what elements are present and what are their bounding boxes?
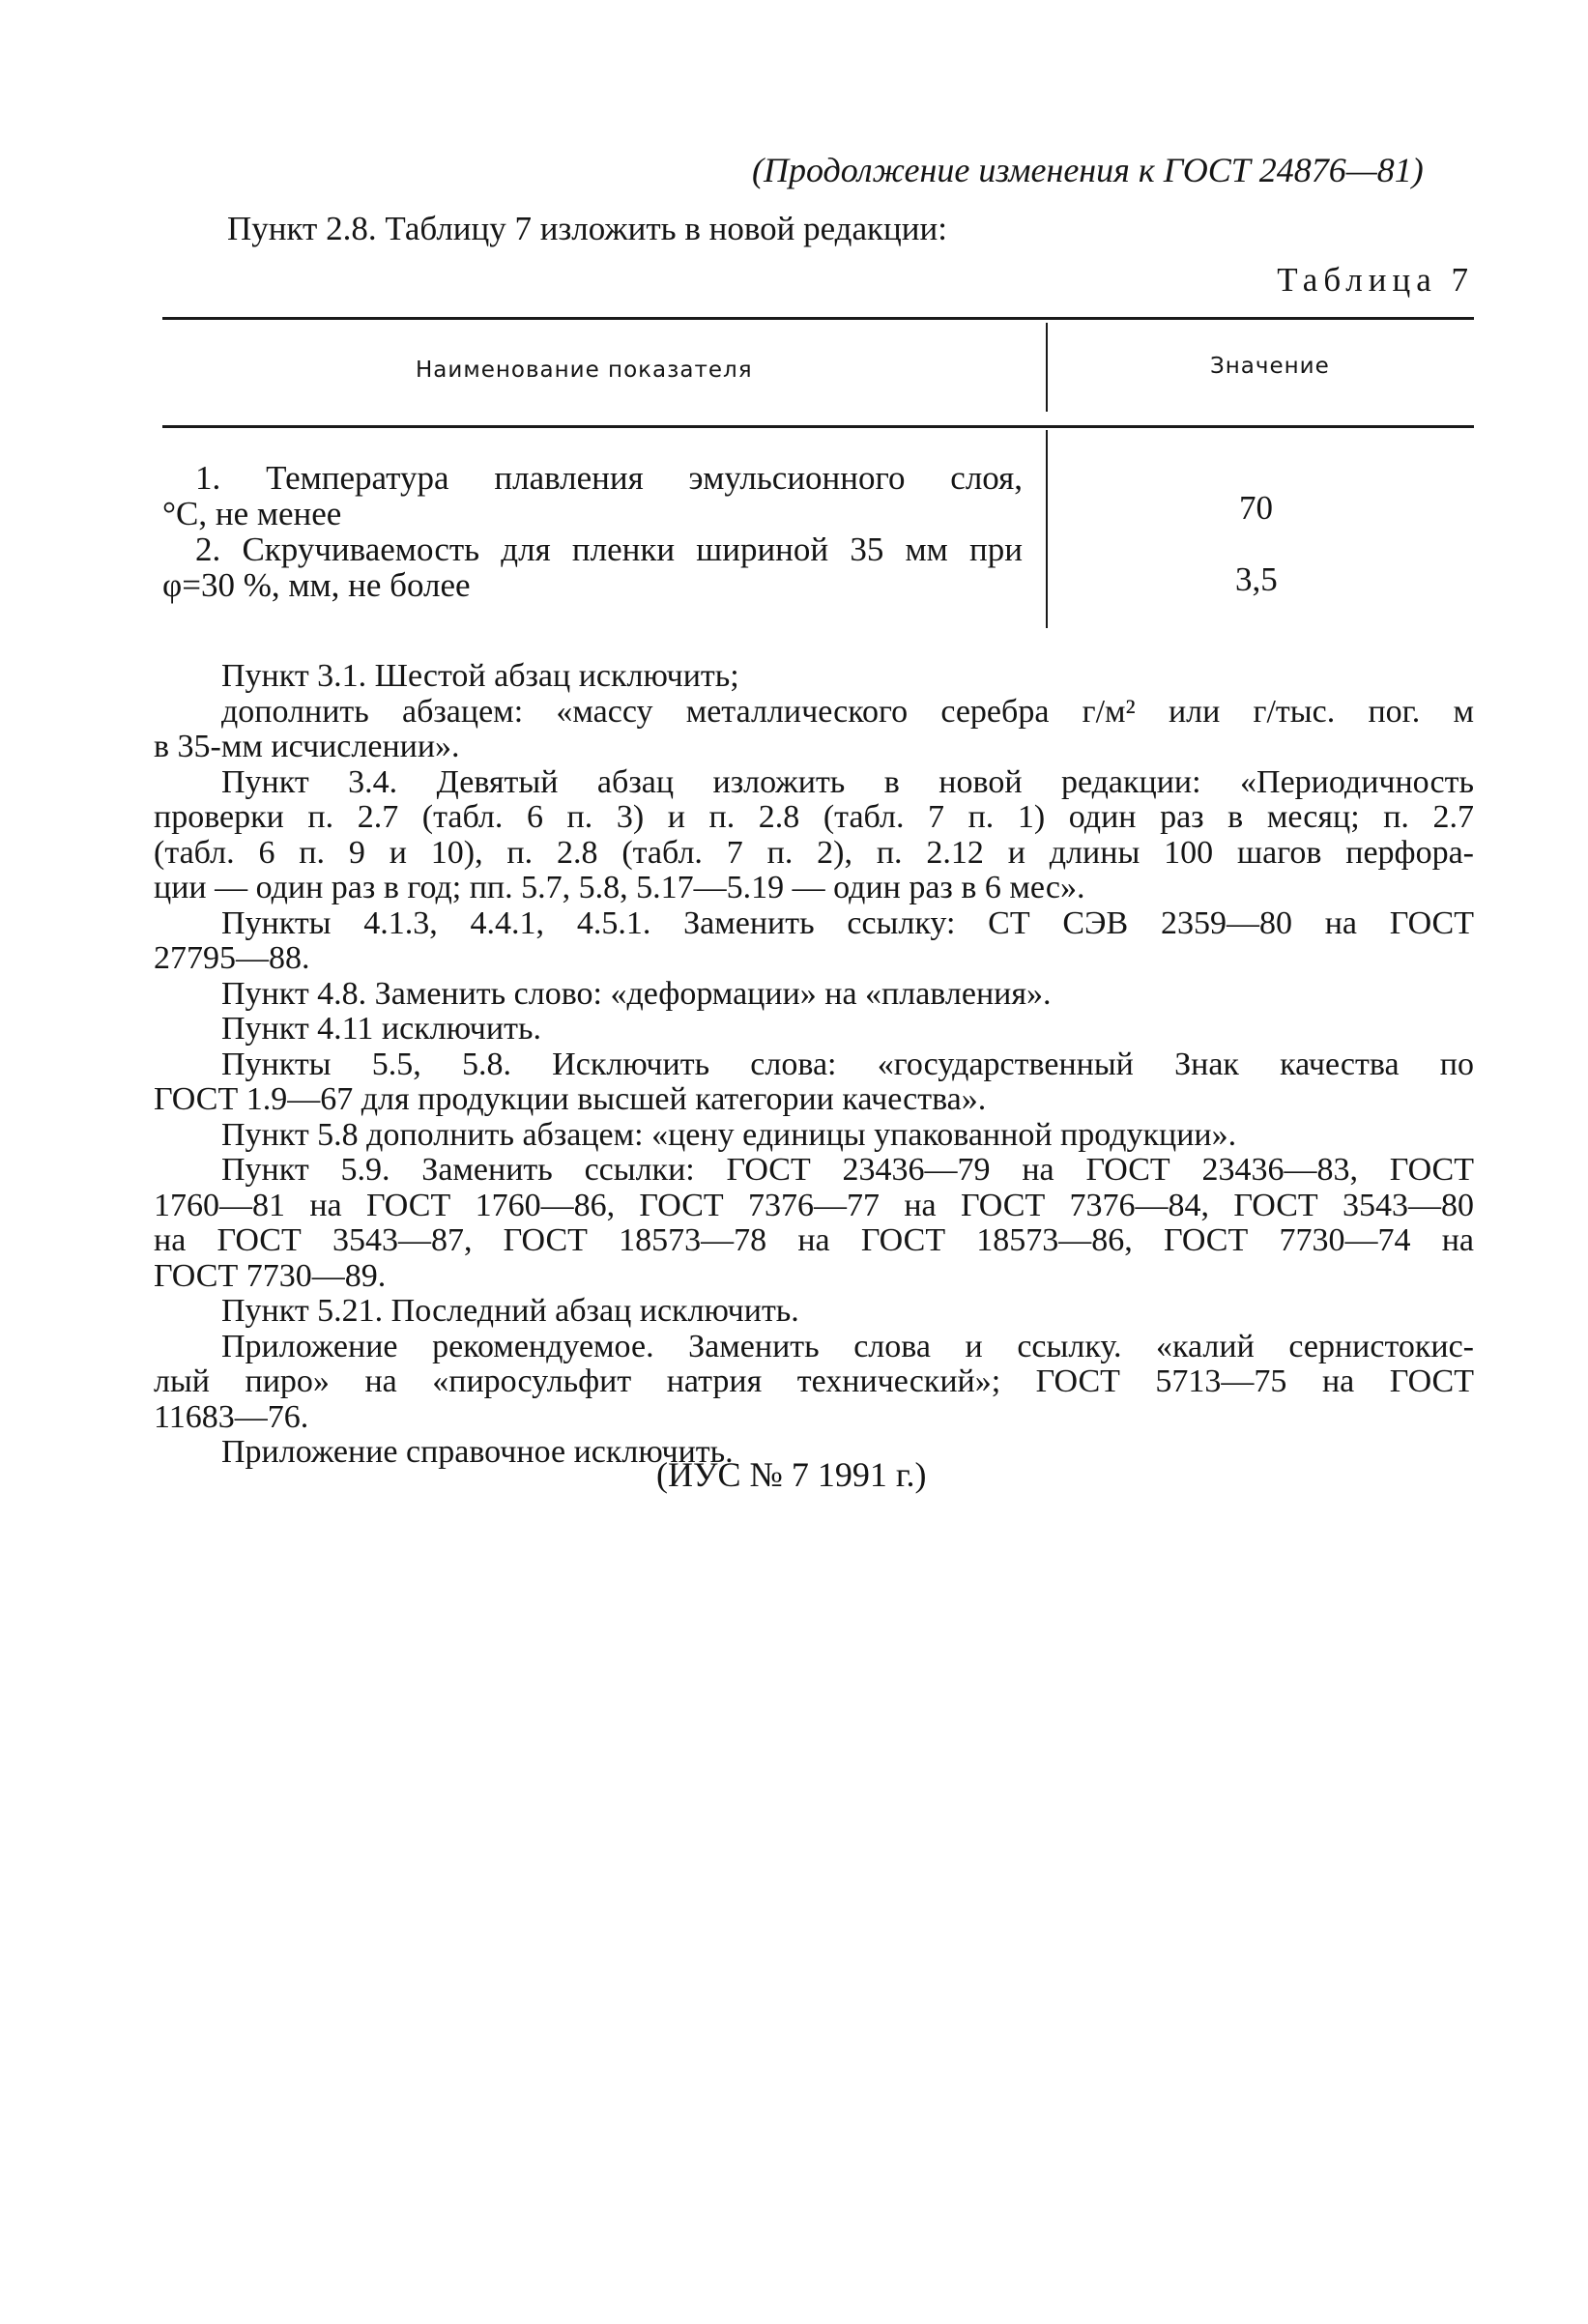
body-line: Приложение рекомендуемое. Заменить слова и ссылку. «калий сернистокис- <box>221 1328 1474 1364</box>
table-row-1-line-1: 1. Температура плавления эмульсионного слоя, <box>195 459 1023 497</box>
body-line: Пункт 5.8 дополнить абзацем: «цену единицы упакованной продукции». <box>221 1116 1237 1153</box>
amendment-body <box>154 659 1474 1471</box>
table-row-2-name <box>162 531 1023 603</box>
body-line: 27795—88. <box>154 940 310 976</box>
body-line: 11683—76. <box>154 1398 309 1435</box>
body-line: Пункт 5.9. Заменить ссылки: ГОСТ 23436—79 на ГОСТ 23436—83, ГОСТ <box>221 1152 1474 1188</box>
body-line: Пункт 4.11 исключить. <box>221 1011 541 1047</box>
table-row-2-line-1: 2. Скручиваемость для пленки шириной 35 мм при <box>195 531 1023 568</box>
body-line: Пункты 5.5, 5.8. Исключить слова: «государственный Знак качества по <box>221 1046 1474 1082</box>
body-line: в 35-мм исчислении». <box>154 729 460 764</box>
table-row-1-name <box>162 460 1023 531</box>
table-body-divider <box>1046 430 1048 628</box>
body-line: ции — один раз в год; пп. 5.7, 5.8, 5.17—5.19 — один раз в 6 мес». <box>154 870 1085 905</box>
body-line: проверки п. 2.7 (табл. 6 п. 3) и п. 2.8 (табл. 7 п. 1) один раз в месяц; п. 2.7 <box>154 799 1474 835</box>
body-line: Пункт 3.1. Шестой абзац исключить; <box>221 658 739 694</box>
body-line: 1760—81 на ГОСТ 1760—86, ГОСТ 7376—77 на ГОСТ 7376—84, ГОСТ 3543—80 <box>154 1187 1474 1223</box>
body-line: ГОСТ 1.9—67 для продукции высшей категории качества». <box>154 1081 987 1117</box>
table-row-2-line-2: φ=30 %, мм, не более <box>162 566 471 604</box>
closing-reference: (ИУС № 7 1991 г.) <box>656 1455 927 1494</box>
body-line: на ГОСТ 3543—87, ГОСТ 18573—78 на ГОСТ 18573—86, ГОСТ 7730—74 на <box>154 1222 1474 1258</box>
table-row-2-value: 3,5 <box>1235 560 1278 598</box>
table-row-1-line-2: °С, не менее <box>162 495 342 532</box>
continuation-header: (Продолжение изменения к ГОСТ 24876—81) <box>752 151 1424 189</box>
table-top-rule <box>162 317 1474 320</box>
body-line: ГОСТ 7730—89. <box>154 1257 387 1294</box>
body-line: (табл. 6 п. 9 и 10), п. 2.8 (табл. 7 п. 2), п. 2.12 и длины 100 шагов перфора- <box>154 834 1474 871</box>
body-line: Пункты 4.1.3, 4.4.1, 4.5.1. Заменить ссылку: СТ СЭВ 2359—80 на ГОСТ <box>221 904 1474 941</box>
table-header-divider <box>1046 323 1048 412</box>
column-header-name: Наименование показателя <box>416 358 753 383</box>
table-header-rule <box>162 425 1474 428</box>
body-line: Пункт 5.21. Последний абзац исключить. <box>221 1293 799 1329</box>
body-line: Пункт 4.8. Заменить слово: «деформации» на «плавления». <box>221 975 1052 1012</box>
table-row-1-value: 70 <box>1239 489 1273 527</box>
body-line: дополнить абзацем: «массу металлического серебра г/м² или г/тыс. пог. м <box>221 693 1474 730</box>
table-caption: Таблица 7 <box>1277 261 1474 299</box>
body-line: Пункт 3.4. Девятый абзац изложить в новой редакции: «Периодичность <box>221 763 1474 800</box>
column-header-value: Значение <box>1210 354 1330 379</box>
body-line: Приложение справочное исключить. <box>221 1434 734 1470</box>
body-line: лый пиро» на «пиросульфит натрия технический»; ГОСТ 5713—75 на ГОСТ <box>154 1363 1474 1399</box>
intro-line: Пункт 2.8. Таблицу 7 изложить в новой редакции: <box>227 210 947 247</box>
